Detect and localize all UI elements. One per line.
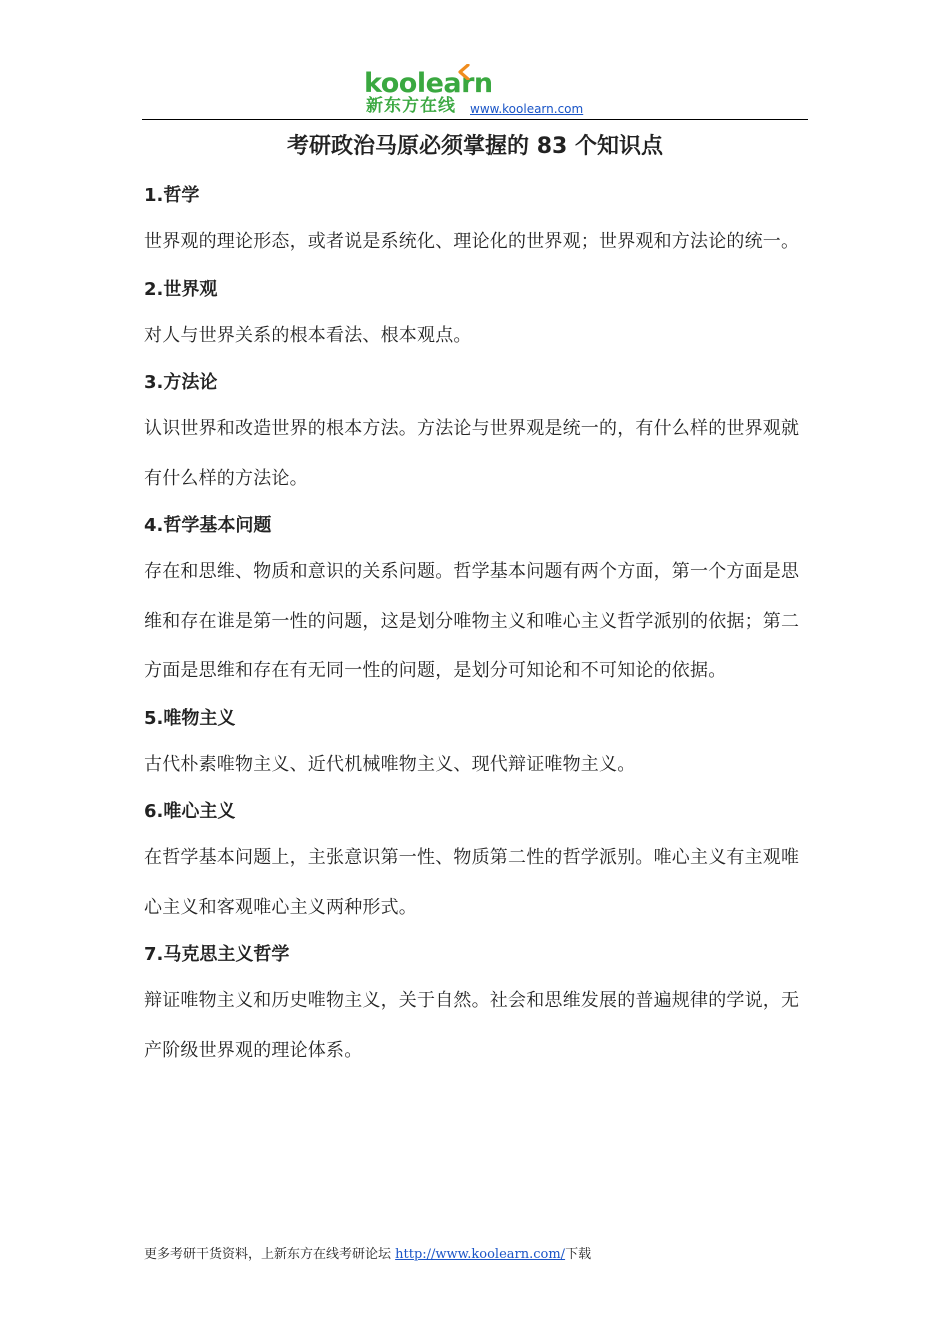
section-body: 世界观的理论形态，或者说是系统化、理论化的世界观；世界观和方法论的统一。 [144, 231, 800, 252]
footer-text: 更多考研干货资料，上新东方在线考研论坛 [144, 1247, 396, 1262]
header-divider [142, 119, 808, 120]
section-heading: 2.世界观 [144, 278, 218, 300]
section-heading: 7.马克思主义哲学 [144, 944, 290, 965]
section-body: 对人与世界关系的根本看法、根本观点。 [144, 324, 472, 346]
section-heading: 4.哲学基本问题 [144, 515, 272, 536]
logo-arrow-icon [456, 64, 474, 80]
section [144, 508, 804, 696]
section [144, 178, 804, 267]
section-body: 认识世界和改造世界的根本方法。方法论与世界观是统一的，有什么样的世界观就有什么样的方法论。 [144, 418, 800, 489]
footer-suffix: 下载 [565, 1247, 592, 1262]
page-header [0, 60, 950, 120]
section [144, 365, 804, 503]
section-heading: 5.唯物主义 [144, 707, 236, 729]
footer-link[interactable]: http://www.koolearn.com/ [395, 1247, 566, 1262]
header-url-link[interactable]: www.koolearn.com [470, 102, 584, 116]
section-body: 古代朴素唯物主义、近代机械唯物主义、现代辩证唯物主义。 [144, 753, 636, 775]
section [144, 937, 804, 1075]
document-title: 考研政治马原必须掌握的 83 个知识点 [287, 134, 663, 159]
section [144, 701, 804, 790]
section [144, 794, 804, 932]
section-heading: 6.唯心主义 [144, 801, 236, 822]
section-heading: 1.哲学 [144, 185, 200, 206]
logo-chinese-name: 新东方在线 [366, 96, 456, 116]
section-body: 在哲学基本问题上，主张意识第一性、物质第二性的哲学派别。唯心主义有主观唯心主义和客观唯心主义两种形式。 [144, 847, 800, 918]
section [144, 272, 804, 361]
section-body: 存在和思维、物质和意识的关系问题。哲学基本问题有两个方面，第一个方面是思维和存在谁是第一性的问题，这是划分唯物主义和唯心主义哲学派别的依据；第二方面是思维和存在有无同一性的问题，是划分可知论和不可知论的依据。 [144, 561, 800, 681]
section-body: 辩证唯物主义和历史唯物主义，关于自然。社会和思维发展的普遍规律的学说，无产阶级世界观的理论体系。 [144, 990, 800, 1061]
section-heading: 3.方法论 [144, 372, 218, 393]
page-footer [144, 1246, 591, 1264]
koolearn-logo[interactable]: koolearn [364, 68, 493, 99]
document-body [144, 178, 804, 1080]
